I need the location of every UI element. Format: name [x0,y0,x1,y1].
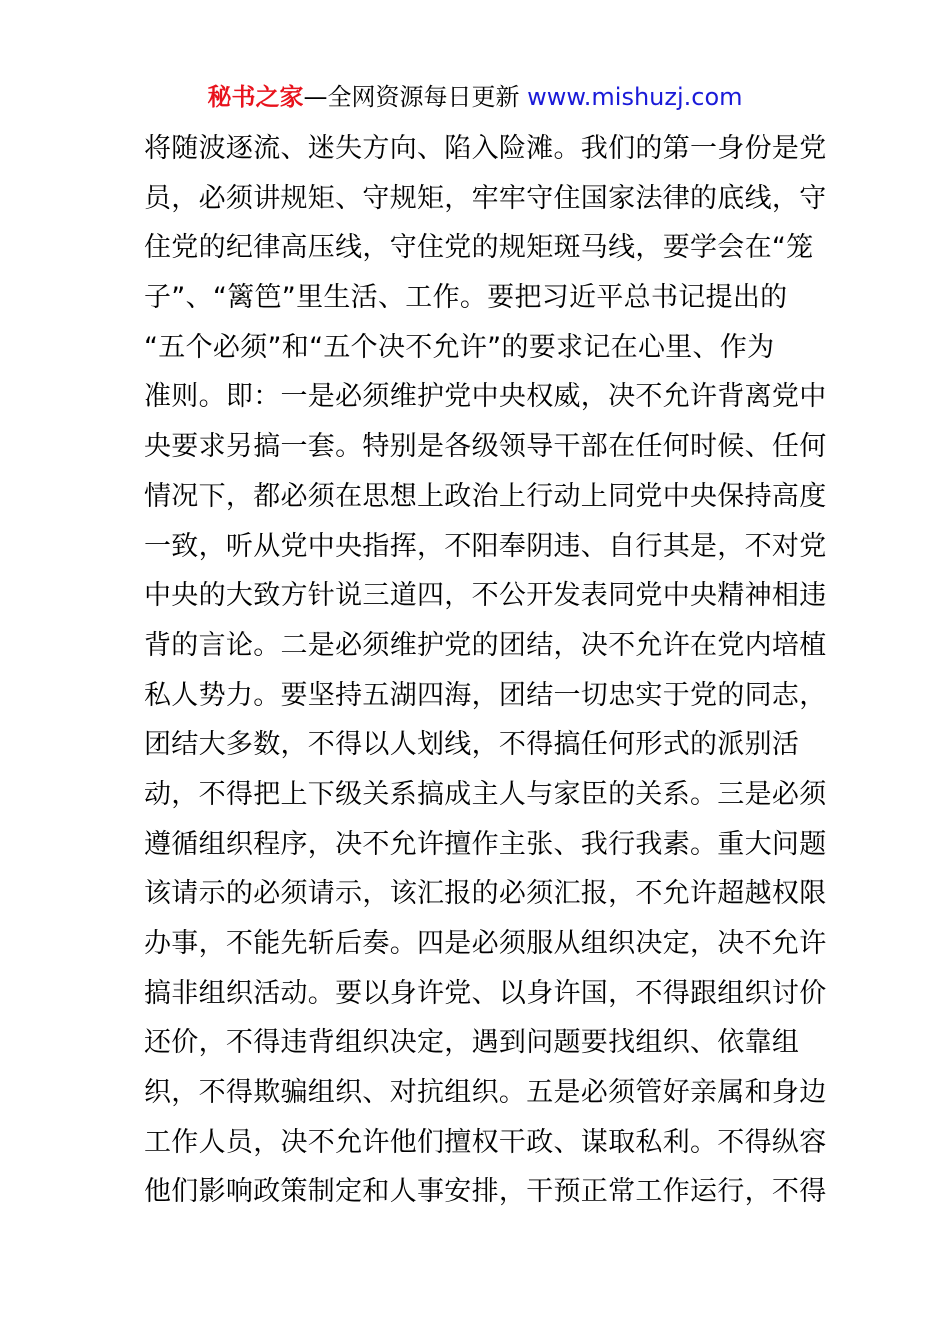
site-brand: 秘书之家 [207,83,304,111]
body-line: 该请示的必须请示，该汇报的必须汇报，不允许超越权限 [144,878,827,910]
body-line: 情况下，都必须在思想上政治上行动上同党中央保持高度 [144,480,827,512]
body-line: 遵循组织程序，决不允许擅作主张、我行我素。重大问题 [144,828,827,860]
body-line: 员，必须讲规矩、守规矩，牢牢守住国家法律的底线，守 [144,182,827,214]
body-line: 准则。即：一是必须维护党中央权威，决不允许背离党中 [144,381,827,413]
body-line: “五个必须”和“五个决不允许”的要求记在心里、作为 [144,331,775,363]
body-line: 将随波逐流、迷失方向、陷入险滩。我们的第一身份是党 [144,133,827,164]
site-tagline: —全网资源每日更新 [303,83,520,111]
body-line: 一致，听从党中央指挥，不阳奉阴违、自行其是，不对党 [144,530,827,562]
body-line: 中央的大致方针说三道四，不公开发表同党中央精神相违 [144,580,827,612]
body-line: 私人势力。要坚持五湖四海，团结一切忠实于党的同志， [144,679,827,711]
body-line: 动，不得把上下级关系搞成主人与家臣的关系。三是必须 [144,778,827,810]
body-line: 团结大多数，不得以人划线，不得搞任何形式的派别活 [144,729,800,761]
body-line: 子”、“篱笆”里生活、工作。要把习近平总书记提出的 [144,282,788,314]
body-line: 办事，不能先斩后奏。四是必须服从组织决定，决不允许 [144,928,827,959]
body-line: 搞非组织活动。要以身许党、以身许国，不得跟组织讨价 [144,977,827,1009]
body-line: 背的言论。二是必须维护党的团结，决不允许在党内培植 [144,629,827,661]
body-line: 工作人员，决不允许他们擅权干政、谋取私利。不得纵容 [144,1126,827,1158]
page-header [0,80,950,114]
body-line: 他们影响政策制定和人事安排，干预正常工作运行，不得 [144,1176,827,1208]
body-line: 住党的纪律高压线，守住党的规矩斑马线，要学会在“笼 [144,232,814,264]
site-url-link[interactable]: www.mishuzj.com [527,83,743,111]
body-line: 央要求另搞一套。特别是各级领导干部在任何时候、任何 [144,431,827,463]
body-line: 织，不得欺骗组织、对抗组织。五是必须管好亲属和身边 [144,1077,827,1109]
body-line: 还价，不得违背组织决定，遇到问题要找组织、依靠组 [144,1027,800,1059]
document-body [144,124,827,1217]
